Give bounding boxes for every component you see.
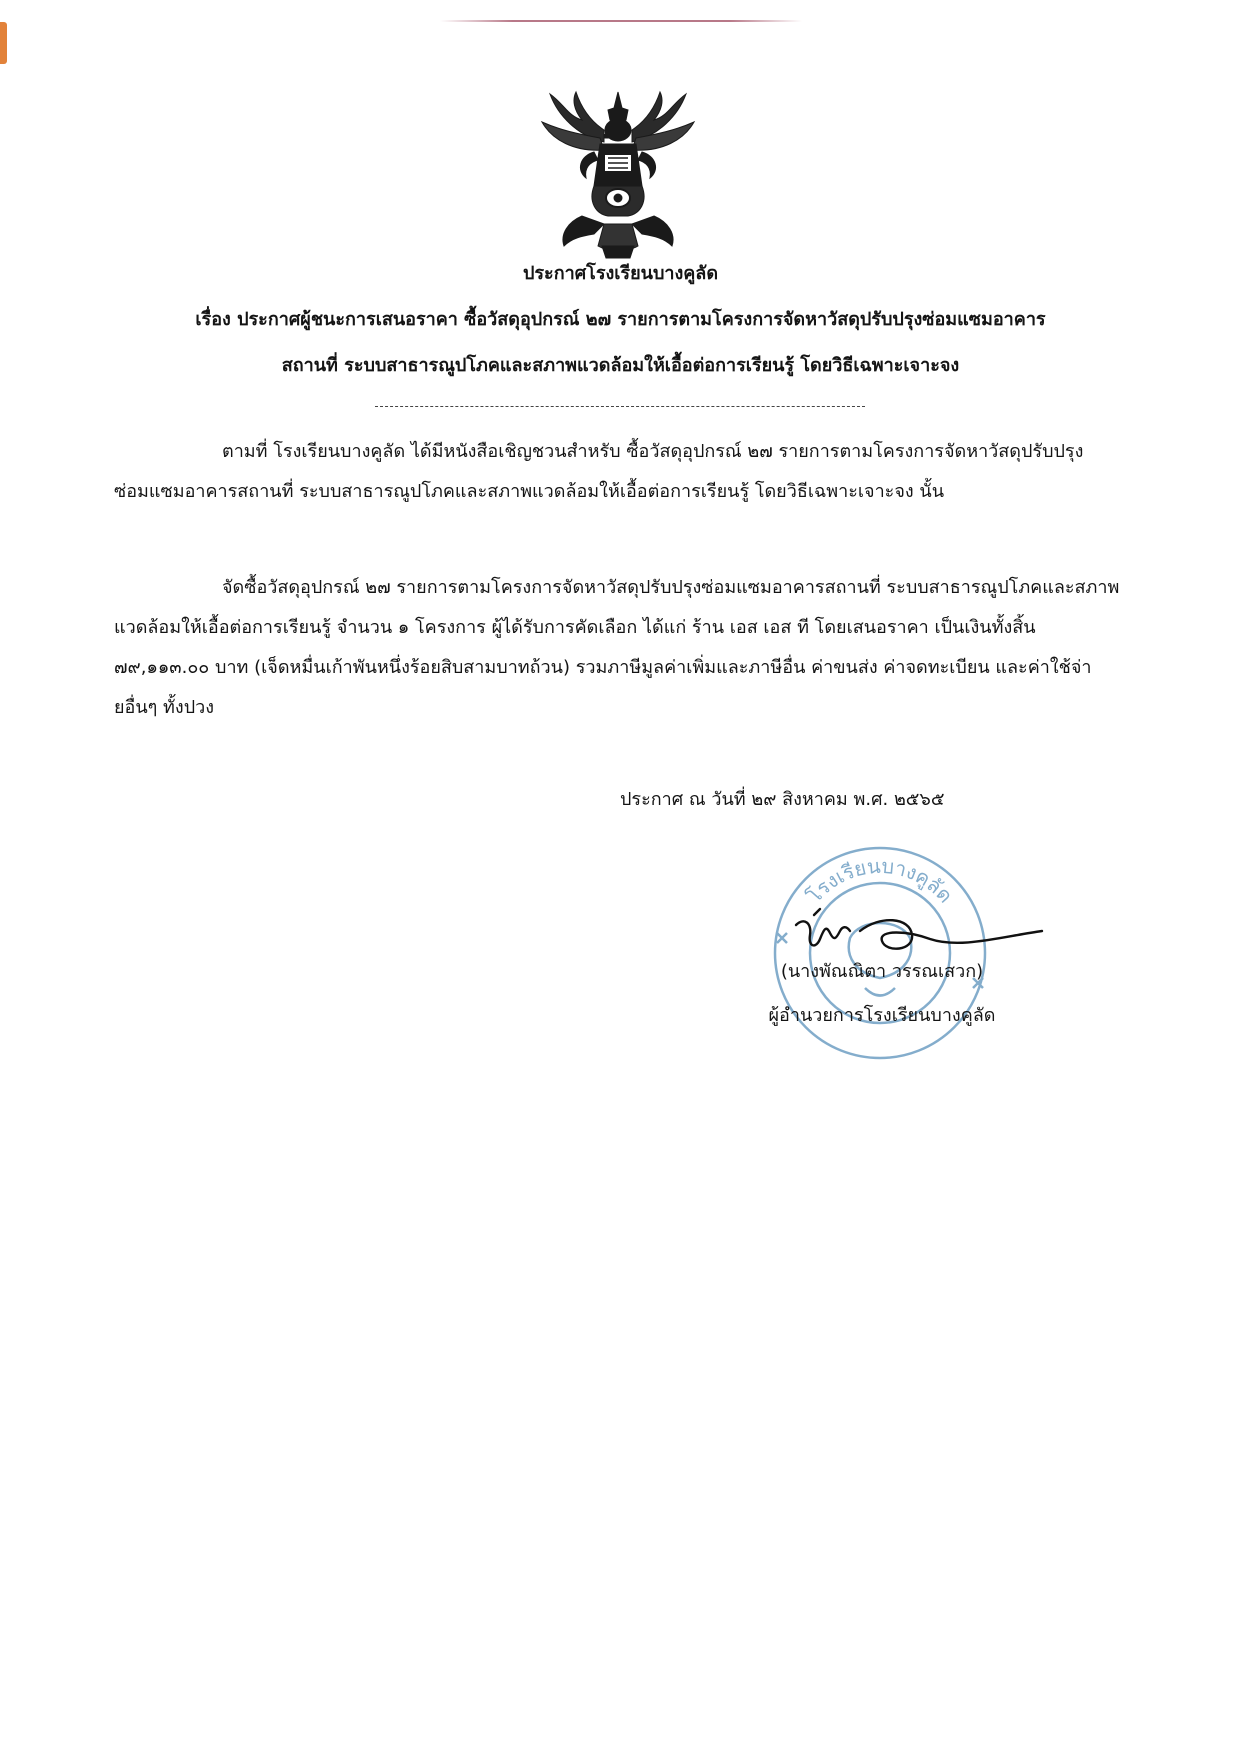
signer-name: (นางพัณณิตา วรรณเสวก) bbox=[780, 961, 984, 982]
announcement-heading: ประกาศโรงเรียนบางคูลัด bbox=[522, 263, 719, 284]
garuda-emblem-icon bbox=[538, 86, 698, 262]
stamp-text: โรงเรียนบางคูลัด bbox=[802, 853, 958, 908]
announcement-date: ประกาศ ณ วันที่ ๒๙ สิงหาคม พ.ศ. ๒๕๖๕ bbox=[620, 789, 945, 810]
paragraph-invitation: ตามที่ โรงเรียนบางคูลัด ได้มีหนังสือเชิญชวนสำหรับ ซื้อวัสดุอุปกรณ์ ๒๗ รายการตามโครงการจัดหาวัสดุปรับปรุงซ่อมแซมอาคารสถานที่ ระบบสาธารณูปโภคและสภาพแวดล้อมให้เอื้อต่อการเรียนรู้ โดยวิธีเฉพาะเจาะจง นั้น bbox=[114, 441, 1084, 502]
subject-line-2: สถานที่ ระบบสาธารณูปโภคและสภาพแวดล้อมให้เอื้อต่อการเรียนรู้ โดยวิธีเฉพาะเจาะจง bbox=[281, 355, 960, 376]
signer-position: ผู้อำนวยการโรงเรียนบางคูลัด bbox=[768, 1005, 996, 1026]
top-rule bbox=[440, 20, 802, 22]
subject-line-1: เรื่อง ประกาศผู้ชนะการเสนอราคา ซื้อวัสดุอุปกรณ์ ๒๗ รายการตามโครงการจัดหาวัสดุปรับปรุงซ่อมแซมอาคาร bbox=[195, 309, 1046, 330]
paragraph-winner: จัดซื้อวัสดุอุปกรณ์ ๒๗ รายการตามโครงการจัดหาวัสดุปรับปรุงซ่อมแซมอาคารสถานที่ ระบบสาธารณูปโภคและสภาพแวดล้อมให้เอื้อต่อการเรียนรู้ จำนวน ๑ โครงการ ผู้ได้รับการคัดเลือก ได้แก่ ร้าน เอส เอส ที โดยเสนอราคา เป็นเงินทั้งสิ้น ๗๙,๑๑๓.๐๐ บาท (เจ็ดหมื่นเก้าพันหนึ่งร้อยสิบสามบาทถ้วน) รวมภาษีมูลค่าเพิ่มและภาษีอื่น ค่าขนส่ง ค่าจดทะเบียน และค่าใช้จ่ายอื่นๆ ทั้งปวง bbox=[114, 577, 1120, 718]
dashed-divider bbox=[375, 406, 865, 407]
scan-edge-mark bbox=[0, 22, 7, 64]
